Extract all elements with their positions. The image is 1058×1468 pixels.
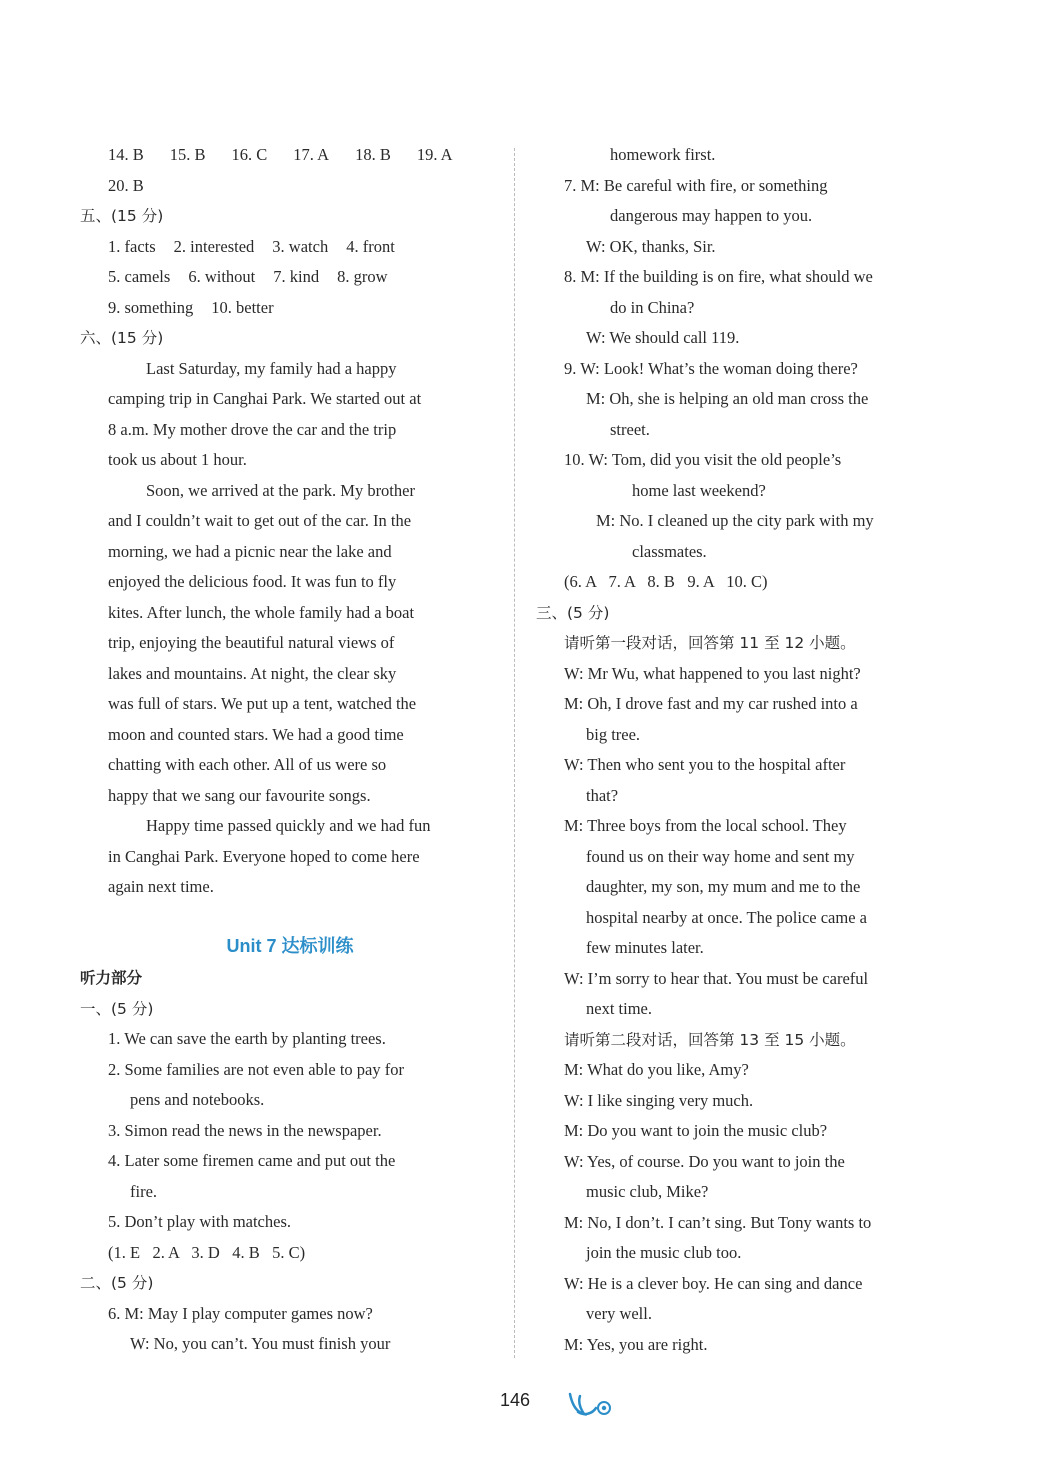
essay-line: and I couldn’t wait to get out of the car. In the (108, 511, 412, 530)
dialogue-line: M: Yes, you are right. (564, 1334, 708, 1354)
essay-line: kites. After lunch, the whole family had a boat (108, 602, 415, 622)
essay-line: lakes and mountains. At night, the clear sky (108, 663, 397, 683)
dialogue-line: 8. M: If the building is on fire, what should we (564, 267, 873, 286)
dialogue-line: M: Three boys from the local school. They (564, 816, 847, 835)
answer: 18. B (355, 145, 391, 164)
answer: 5. camels (108, 267, 171, 286)
essay-line: chatting with each other. All of us were so (108, 755, 387, 774)
answer: 8. grow (337, 267, 388, 286)
answer-key: (1. E 2. A 3. D 4. B 5. C) (108, 1242, 306, 1262)
section-heading: 六、(15 分) (80, 329, 164, 347)
dialogue-line: W: I’m sorry to hear that. You must be careful (564, 968, 869, 988)
dialogue-line: W: We should call 119. (586, 328, 740, 347)
listening-item: pens and notebooks. (130, 1090, 265, 1109)
dialogue-line: W: Mr Wu, what happened to you last night? (564, 663, 861, 683)
dialogue-line: 9. W: Look! What’s the woman doing there? (564, 358, 858, 378)
answer: 14. B (108, 145, 144, 164)
dialogue-line: next time. (586, 999, 652, 1018)
dialogue-line: few minutes later. (586, 938, 704, 957)
dialogue-line: found us on their way home and sent my (586, 846, 855, 866)
dialogue-line: W: Yes, of course. Do you want to join the (564, 1151, 845, 1171)
answer: 4. front (346, 236, 395, 256)
section-heading: 五、(15 分) (80, 207, 164, 225)
answer: 16. C (231, 145, 268, 164)
section-heading: 二、(5 分) (80, 1274, 154, 1292)
listening-item: 4. Later some firemen came and put out the (108, 1151, 396, 1170)
essay-line: Happy time passed quickly and we had fun (146, 816, 431, 835)
essay-line: Soon, we arrived at the park. My brother (146, 480, 415, 500)
dialogue-line: M: Oh, I drove fast and my car rushed into a (564, 694, 858, 713)
unit-title: Unit 7 达标训练 (226, 936, 354, 956)
dialogue-line: very well. (586, 1304, 652, 1323)
dialogue-line: classmates. (632, 541, 707, 561)
section-heading: 三、(5 分) (536, 603, 610, 622)
answer: 9. something (108, 297, 194, 317)
dialogue-line: music club, Mike? (586, 1182, 709, 1201)
dialogue-line: dangerous may happen to you. (610, 206, 813, 225)
answer: 20. B (108, 175, 144, 195)
essay-line: moon and counted stars. We had a good time (108, 724, 404, 744)
part-heading: 听力部分 (80, 969, 143, 987)
dialogue-line: 6. M: May I play computer games now? (108, 1303, 373, 1323)
essay (80, 354, 494, 903)
left-column-lower (80, 963, 500, 1360)
dialogue-line: W: Then who sent you to the hospital after (564, 755, 846, 774)
listening-item: fire. (130, 1181, 158, 1201)
dialogue-line: W: No, you can’t. You must finish your (130, 1334, 391, 1353)
essay-line: morning, we had a picnic near the lake and (108, 541, 392, 561)
dialogue-line: W: OK, thanks, Sir. (586, 236, 716, 256)
essay-line: again next time. (108, 877, 214, 896)
page-number: 146 (500, 1390, 531, 1410)
answer: 10. better (211, 297, 274, 317)
essay-line: enjoyed the delicious food. It was fun to fly (108, 572, 397, 591)
listening-item: 2. Some families are not even able to pay for (108, 1059, 404, 1079)
essay-line: was full of stars. We put up a tent, watched the (108, 694, 417, 713)
answer: 7. kind (273, 267, 320, 286)
dialogue-line: 7. M: Be careful with fire, or something (564, 175, 828, 195)
essay-line: Last Saturday, my family had a happy (146, 358, 397, 378)
answer: 2. interested (173, 236, 255, 256)
answer-key: (6. A 7. A 8. B 9. A 10. C) (564, 572, 768, 591)
dialogue-line: M: No. I cleaned up the city park with my (596, 511, 874, 530)
essay-line: in Canghai Park. Everyone hoped to come here (108, 846, 420, 866)
dialogue-line: W: I like singing very much. (564, 1090, 754, 1110)
left-column (80, 140, 500, 903)
essay-line: 8 a.m. My mother drove the car and the trip (108, 419, 397, 439)
dialogue-line: street. (610, 419, 650, 439)
listening-item: 3. Simon read the news in the newspaper. (108, 1120, 382, 1140)
dialogue-line: homework first. (610, 145, 716, 164)
listening-item: 5. Don’t play with matches. (108, 1212, 291, 1231)
answer-row (80, 171, 500, 202)
right-column (536, 140, 956, 1360)
answer-row (80, 232, 500, 263)
answer-row (80, 293, 500, 324)
dialogue-line: join the music club too. (586, 1243, 742, 1262)
essay-line: happy that we sang our favourite songs. (108, 785, 371, 805)
dialogue-line: W: He is a clever boy. He can sing and dance (564, 1273, 863, 1293)
dialogue-line: M: Oh, she is helping an old man cross the (586, 389, 869, 408)
swirl-logo-icon (566, 1390, 614, 1418)
answer: 17. A (293, 145, 330, 164)
answer: 15. B (169, 145, 206, 164)
instruction: 请听第一段对话，回答第 11 至 12 小题。 (564, 634, 856, 652)
dialogue-line: do in China? (610, 297, 695, 317)
section-heading: 一、(5 分) (80, 999, 154, 1018)
dialogue-line: that? (586, 785, 619, 805)
dialogue-line: 10. W: Tom, did you visit the old people’s (564, 450, 842, 469)
answer-row (80, 262, 500, 293)
dialogue-line: big tree. (586, 724, 641, 744)
essay-line: camping trip in Canghai Park. We started out at (108, 389, 422, 408)
answer: 19. A (416, 145, 453, 164)
dialogue-line: M: Do you want to join the music club? (564, 1121, 828, 1140)
listening-item: 1. We can save the earth by planting trees. (108, 1029, 386, 1048)
answer: 1. facts (108, 236, 156, 256)
column-divider (514, 148, 515, 1358)
essay-line: took us about 1 hour. (108, 450, 247, 469)
dialogue-line: M: What do you like, Amy? (564, 1060, 749, 1079)
dialogue-line: home last weekend? (632, 480, 766, 500)
instruction: 请听第二段对话，回答第 13 至 15 小题。 (564, 1030, 856, 1049)
answer-row (80, 140, 500, 171)
dialogue-line: daughter, my son, my mum and me to the (586, 877, 861, 896)
answer: 6. without (188, 267, 256, 286)
dialogue-line: hospital nearby at once. The police came a (586, 907, 867, 927)
essay-line: trip, enjoying the beautiful natural views of (108, 633, 395, 652)
answer: 3. watch (272, 236, 329, 256)
dialogue-line: M: No, I don’t. I can’t sing. But Tony wants to (564, 1212, 872, 1232)
